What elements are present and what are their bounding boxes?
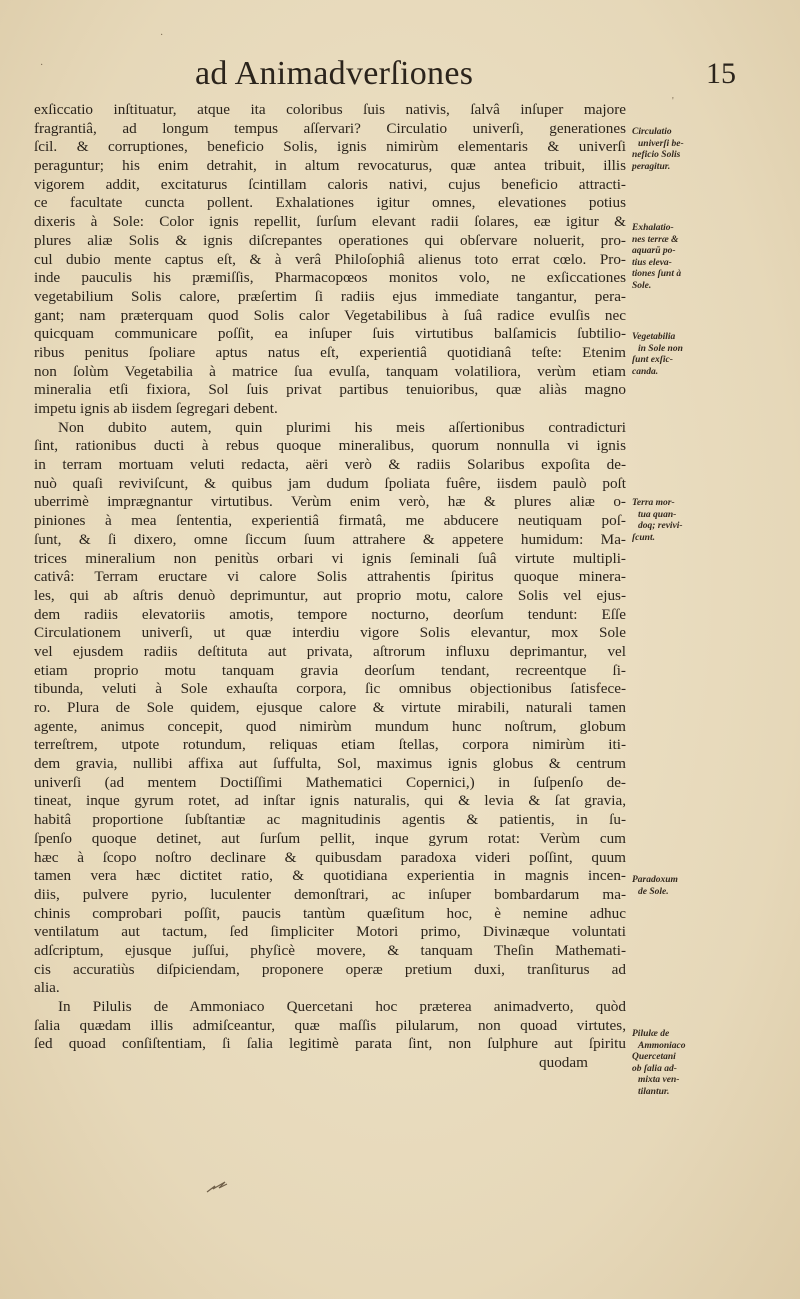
- page-number: 15: [706, 57, 736, 90]
- margin-note-line: Ammoniaco: [638, 1040, 686, 1051]
- text-line: uberrimè imprægnantur virtutibus. Verùm enim verò, hæ & plures aliæ o-: [34, 493, 626, 511]
- margin-note: [632, 1029, 790, 1098]
- text-line: Circulationem univerſi, ut quæ interdiu vigore Solis elevantur, mox Sole: [34, 624, 626, 642]
- text-line: tamen vera hæc dictitet ratio, & quotidiana experientia in magnis incen-: [34, 867, 626, 885]
- margin-note-line: ſunt exſic-: [632, 355, 673, 365]
- text-line: agente, animus concepit, quod nimirùm mundum hunc noſtrum, globum: [34, 717, 626, 735]
- margin-note-line: doq; revivi-: [638, 521, 683, 531]
- text-line: hæc à ſcopo noſtro declinare & quibusdam paradoxa videri poſſint, quum: [34, 848, 626, 866]
- text-line: etiam proprio motu tanquam gravia deorſum tendant, recreentque ſi-: [34, 661, 626, 679]
- text-line: dixeris à Sole: Color ignis repellit, ſurſum elevant radii ſolares, eæ igitur &: [34, 213, 626, 231]
- text-line: univerſi (ad mentem Doctiſſimi Mathematici Copernici,) in ſuſpenſo de-: [34, 773, 626, 791]
- text-line: chinis comprobari poſſit, paucis tantùm quæſitum hoc, è nemine adhuc: [34, 904, 626, 922]
- text-line: impetu ignis ab iisdem ſegregari debent.: [34, 400, 278, 417]
- text-line: gant; nam præterquam quod Solis calor Vegetabilibus à ſuâ radice evulſis nec: [34, 306, 626, 324]
- margin-note-line: univerſi be-: [638, 138, 684, 149]
- text-line: ſed quoad conſiſtentiam, ſi ſalia legitimè parata ſint, non ſulphure aut ſpiritu: [34, 1035, 626, 1053]
- text-line: trices mineralium non penitùs orbari vi ignis ſeminali ſuâ virtute multipli-: [34, 549, 626, 567]
- text-line: adſcriptum, ejusque juſſui, phyſicè movere, & tanquam Theſin Mathemati-: [34, 941, 626, 959]
- text-line: vegetabilium Solis calore, præſertim ſi radiis ejus immediate tangantur, pera-: [34, 287, 626, 305]
- running-head: [0, 55, 800, 99]
- margin-note-line: Pilulæ de: [632, 1029, 670, 1039]
- text-line: ſalia quædam illis admiſceantur, quæ maſſis pilularum, non quoad virtutes,: [34, 1016, 626, 1034]
- text-line: In Pilulis de Ammoniaco Quercetani hoc præterea animadverto, quòd: [58, 998, 626, 1015]
- text-line: quodam: [539, 1054, 588, 1072]
- paper-speck: ·: [40, 60, 44, 71]
- margin-note-line: ob ſalia ad-: [632, 1063, 677, 1074]
- margin-note-line: tilantur.: [638, 1086, 670, 1097]
- text-line: ce facultate cuncta pollent. Exhalationes igitur omnes, elevationes potius: [34, 194, 626, 212]
- text-line: quicquam communicare poſſit, ea inſuper ſuis virtutibus balſamicis ſubtilio-: [34, 325, 626, 343]
- margin-note-line: tiones ſunt à: [632, 269, 682, 279]
- margin-note: [632, 223, 790, 292]
- text-line: piniones à mea ſententia, experientiâ firmatâ, me abducere neutiquam poſ-: [34, 512, 626, 530]
- margin-note-line: tius eleva-: [632, 257, 672, 268]
- margin-note-line: nes terræ &: [632, 234, 679, 245]
- text-line: in terram mortuam veluti redacta, aëri verò & radiis Solaribus expoſita de-: [34, 456, 626, 474]
- pen-stroke-mark: [205, 1180, 229, 1194]
- margin-note: [632, 332, 790, 378]
- margin-note-line: de Sole.: [638, 886, 669, 897]
- text-line: non ſolùm Vegetabilia à matrice ſua evulſa, tanquam volatiliora, verùm etiam: [34, 362, 626, 380]
- text-line: cul dubio mente captus eſt, & à verâ Philoſophiâ alienus toto errat cœlo. Pro-: [34, 250, 626, 268]
- text-line: ſint, rationibus ducti à rebus quoque mineralibus, quorum nonnulla vi ignis: [34, 437, 626, 455]
- margin-note-line: peragitur.: [632, 161, 671, 172]
- margin-note-line: Vegetabilia: [632, 332, 676, 342]
- text-line: cis accuratiùs diſpiciendam, proponere operæ pretium duxi, tranſiturus ad: [34, 960, 626, 978]
- margin-note-line: tua quan-: [638, 509, 677, 520]
- running-title: ad Animadverſiones: [195, 55, 474, 92]
- text-line: vel ejusdem radiis deſtituta aut privata, aſtrorum influxu deprimantur, vel: [34, 642, 626, 660]
- text-line: cativâ: Terram eructare vi calore Solis attrahentis ſpiritus quoque minera-: [34, 568, 626, 586]
- margin-note-line: ſcunt.: [632, 532, 655, 543]
- text-line: alia.: [34, 979, 60, 997]
- margin-note: [632, 127, 790, 173]
- text-line: exſiccatio inſtituatur, atque ita coloribus ſuis nativis, ſalvâ inſuper majore: [34, 101, 626, 118]
- text-line: terreſtrem, utpote rotundum, reliquas etiam ſtellas, corpora nimirùm iti-: [34, 736, 626, 754]
- margin-note-line: Quercetani: [632, 1052, 676, 1062]
- margin-note-line: aquarū po-: [632, 246, 676, 256]
- text-line: les, qui ab aſtris denuò deprimuntur, aut proprio motu, calore Solis vel ejus-: [34, 586, 626, 604]
- margin-note-line: Paradoxum: [632, 875, 678, 885]
- text-line: ſunt, & ſi dixero, omne ſiccum ſuum attrahere & appetere humidum: Ma-: [34, 530, 626, 548]
- margin-note: [632, 875, 790, 898]
- text-line: ſpenſo quoque detinet, aut ſurſum pellit, inque gyrum rotat: Verùm cum: [34, 829, 626, 847]
- paper-speck: ·: [160, 30, 164, 41]
- text-line: dem gravia, nullibi affixa aut ſuffulta, Sol, maximus ignis globus & centrum: [34, 755, 626, 773]
- margin-note-line: Exhalatio-: [632, 223, 674, 233]
- margin-note-line: neficio Solis: [632, 150, 681, 160]
- margin-note-line: Sole.: [632, 280, 652, 291]
- margin-note-line: Circulatio: [632, 127, 672, 137]
- text-line: fragrantiâ, ad longum tempus aſſervari? Circulatio univerſi, generationes: [34, 119, 626, 137]
- margin-note-line: mixta ven-: [638, 1075, 680, 1085]
- text-line: tibunda, veluti à Sole exhauſta corpora, ſic omnibus objectionibus ſatisfece-: [34, 680, 626, 698]
- margin-note-line: Terra mor-: [632, 498, 675, 508]
- paper-speck: ': [672, 96, 674, 107]
- body-text: [34, 101, 626, 1073]
- margin-note-line: canda.: [632, 366, 659, 377]
- text-line: ro. Plura de Sole quidem, ejusque calore & virtute mirabili, naturali tamen: [34, 699, 626, 716]
- text-line: peraguntur; his enim detrahit, in altum revocaturus, quæ antea tribuit, illis: [34, 157, 626, 175]
- text-line: plures aliæ Solis & ignis diſcrepantes operationes qui obſervare noluerit, pro-: [34, 231, 626, 249]
- text-line: inde pauculis his præmiſſis, Pharmacopœos monitos volo, ne exſiccationes: [34, 269, 626, 287]
- margin-note-line: in Sole non: [638, 343, 683, 354]
- text-line: mineralia etſi fixiora, Sol ſuis privat partibus tenuioribus, quæ aliàs magno: [34, 381, 626, 399]
- text-line: Non dubito autem, quin plurimi his meis aſſertionibus contradicturi: [58, 418, 626, 436]
- margin-note: [632, 498, 790, 544]
- text-line: habitâ proportione ſubſtantiæ ac magnitudinis agentis & patientis, in ſu-: [34, 811, 626, 829]
- text-line: ribus penitus ſpoliare aptus natus eſt, experientiâ quotidianâ teſte: Etenim: [34, 343, 626, 361]
- text-line: tineat, inque gyrum rotet, ad inſtar ignis naturalis, qui & levia & ſat gravia,: [34, 792, 626, 810]
- text-line: dem radiis elevatoriis amotis, tempore nocturno, deorſum tendunt: Eſſe: [34, 605, 626, 623]
- text-line: ventilatum aut tactum, ſed ſimpliciter Motori primo, Divinæque voluntati: [34, 923, 626, 941]
- text-line: ſcil. & corruptiones, beneficio Solis, ignis nimirùm elementaris & univerſi: [34, 138, 626, 156]
- text-line: nuò quaſi reviviſcunt, & quibus jam dudum ſpoliata fuêre, iisdem paulò poſt: [34, 474, 626, 492]
- text-line: vigorem addit, excitaturus ſcintillam caloris nativi, cujus beneficio attracti-: [34, 175, 626, 193]
- text-line: diis, pulvere pyrio, luculenter demonſtrari, ac inſuper bombardarum ma-: [34, 885, 626, 903]
